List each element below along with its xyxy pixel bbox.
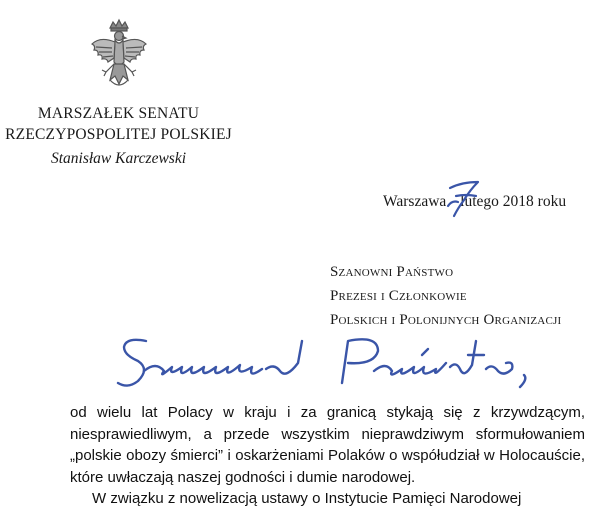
handwritten-salutation <box>116 333 536 395</box>
recipient-block <box>330 260 561 332</box>
date-month-year: lutego 2018 roku <box>456 193 567 210</box>
letterhead <box>0 103 237 171</box>
date-city: Warszawa <box>383 193 447 210</box>
body-paragraph-2: W związku z nowelizacją ustawy o Instytucie Pamięci Narodowej <box>92 490 522 507</box>
polish-eagle-emblem-icon <box>86 18 152 96</box>
office-title-line2: RZECZYPOSPOLITEJ POLSKIEJ <box>5 126 232 143</box>
office-title-line1: MARSZAŁEK SENATU <box>37 105 200 122</box>
body-paragraph-1: od wielu lat Polacy w kraju i za granicą stykają się z krzywdzącym, niesprawiedliwym, a przede wszystkim nieprawdziwym sformułowaniem „polskie obozy śmierci” i oskarżeniami Polaków o współudział w Holocauście, które uwłaczają naszej godności i dumie narodowej. <box>70 404 585 486</box>
letter-body <box>70 402 585 510</box>
recipient-line3: Polskich i Polonijnych Organizacji <box>330 312 562 328</box>
recipient-line2: Prezesi i Członkowie <box>330 288 467 304</box>
handwritten-day <box>444 176 484 218</box>
sender-name: Stanisław Karczewski <box>50 150 187 167</box>
recipient-line1: Szanowni Państwo <box>330 264 454 280</box>
